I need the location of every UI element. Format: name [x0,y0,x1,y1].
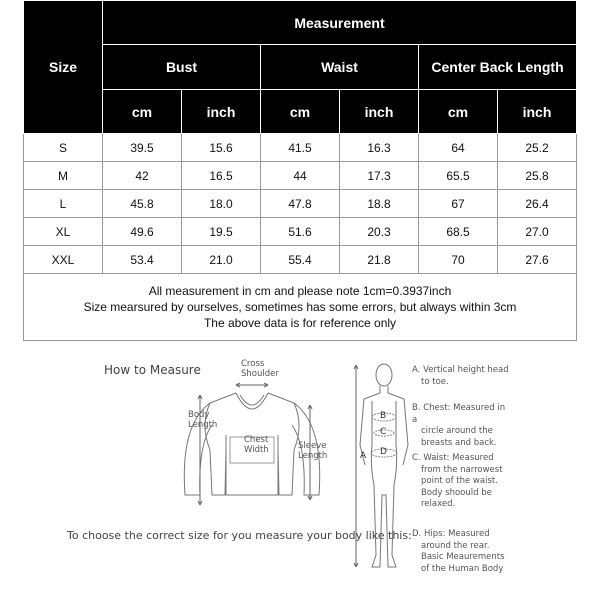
value-cell: 64 [419,134,498,162]
value-cell: 44 [261,162,340,190]
waist-header: Waist [261,45,419,90]
size-cell: M [24,162,103,190]
value-cell: 26.4 [498,190,577,218]
unit-header: cm [261,90,340,134]
value-cell: 39.5 [103,134,182,162]
value-cell: 18.8 [340,190,419,218]
unit-header: inch [182,90,261,134]
value-cell: 21.0 [182,246,261,274]
unit-header: inch [340,90,419,134]
chest-width-label: Chest Width [244,435,269,455]
value-cell: 49.6 [103,218,182,246]
size-header: Size [24,1,103,134]
value-cell: 19.5 [182,218,261,246]
table-row [24,134,577,162]
description-b: B. Chest: Measured in a circle around the breasts and back. [412,403,506,448]
letter-b: B [380,411,387,421]
letter-a: A [360,451,367,461]
value-cell: 18.0 [182,190,261,218]
notes-cell [24,274,577,341]
value-cell: 41.5 [261,134,340,162]
unit-header: cm [103,90,182,134]
table-row [24,218,577,246]
value-cell: 27.0 [498,218,577,246]
body-length-label: Body Length [188,410,218,430]
how-to-measure-section [60,355,540,595]
value-cell: 25.8 [498,162,577,190]
value-cell: 16.5 [182,162,261,190]
letter-d: D [380,447,387,457]
value-cell: 42 [103,162,182,190]
value-cell: 20.3 [340,218,419,246]
value-cell: 65.5 [419,162,498,190]
size-chart-table [23,0,577,341]
value-cell: 15.6 [182,134,261,162]
note-line: Size mearsured by ourselves, sometimes has some errors, but always within 3cm [83,300,517,314]
size-cell: L [24,190,103,218]
value-cell: 17.3 [340,162,419,190]
cross-shoulder-label: Cross Shoulder [241,359,279,379]
note-line: All measurement in cm and please note 1cm=0.3937inch [148,284,452,298]
value-cell: 47.8 [261,190,340,218]
value-cell: 25.2 [498,134,577,162]
value-cell: 68.5 [419,218,498,246]
value-cell: 55.4 [261,246,340,274]
how-to-measure-title: How to Measure [104,363,201,377]
value-cell: 53.4 [103,246,182,274]
sleeve-length-label: Sleeve Length [298,441,328,461]
cross-shoulder-arrow [236,383,268,387]
value-cell: 16.3 [340,134,419,162]
description-a: A. Vertical height head to toe. [412,365,509,387]
table-row [24,162,577,190]
center-back-length-header: Center Back Length [419,45,577,90]
value-cell: 67 [419,190,498,218]
choose-size-text: To choose the correct size for you measure your body like this: [67,529,412,542]
table-row [24,190,577,218]
description-d: D. Hips: Measured around the rear. Basic Meaurements of the Human Body [412,529,505,574]
value-cell: 45.8 [103,190,182,218]
size-cell: S [24,134,103,162]
value-cell: 70 [419,246,498,274]
value-cell: 27.6 [498,246,577,274]
table-row [24,246,577,274]
unit-header: cm [419,90,498,134]
measurement-header: Measurement [103,1,577,45]
unit-header: inch [498,90,577,134]
description-c: C. Waist: Measured from the narrowest point of the waist. Body shoould be relaxed. [412,453,503,509]
value-cell: 51.6 [261,218,340,246]
bust-header: Bust [103,45,261,90]
size-cell: XL [24,218,103,246]
letter-c: C [380,427,387,437]
value-cell: 21.8 [340,246,419,274]
note-line: The above data is for reference only [203,316,397,330]
size-cell: XXL [24,246,103,274]
